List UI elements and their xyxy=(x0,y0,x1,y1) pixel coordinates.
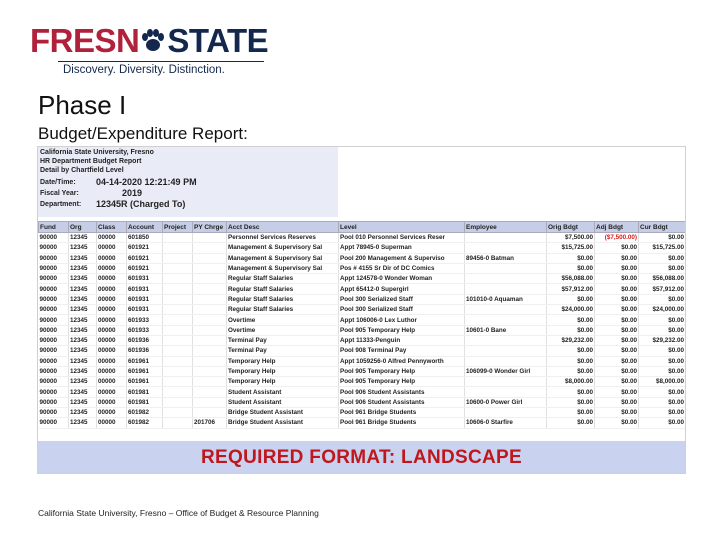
table-cell xyxy=(193,263,227,273)
table-row xyxy=(39,274,686,284)
table-cell xyxy=(193,305,227,315)
column-header: Level xyxy=(339,222,465,233)
table-cell: 12345 xyxy=(69,346,97,356)
table-cell: 12345 xyxy=(69,274,97,284)
table-cell: 12345 xyxy=(69,253,97,263)
table-row xyxy=(39,408,686,418)
table-cell: 12345 xyxy=(69,408,97,418)
table-row xyxy=(39,315,686,325)
table-cell xyxy=(163,366,193,376)
table-body xyxy=(39,233,686,429)
table-cell: $15,725.00 xyxy=(639,243,686,253)
slide-subtitle: Budget/Expenditure Report: xyxy=(38,124,248,143)
table-cell: Appt 1059256-0 Alfred Pennyworth xyxy=(339,356,465,366)
table-cell: ($7,500.00) xyxy=(595,233,639,243)
slide-footer: California State University, Fresno – Office of Budget & Resource Planning xyxy=(38,508,319,518)
table-cell: 12345 xyxy=(69,294,97,304)
department-value: 12345R (Charged To) xyxy=(96,199,186,209)
table-cell: $0.00 xyxy=(639,253,686,263)
table-cell xyxy=(465,243,547,253)
table-header-row xyxy=(39,222,686,233)
table-cell: 601931 xyxy=(127,284,163,294)
table-cell: 101010-0 Aquaman xyxy=(465,294,547,304)
table-cell xyxy=(465,335,547,345)
slide-title: Phase I xyxy=(38,90,127,120)
table-cell xyxy=(193,315,227,325)
table-cell xyxy=(193,253,227,263)
table-cell: 10601-0 Bane xyxy=(465,325,547,335)
table-cell: 00000 xyxy=(97,335,127,345)
column-header: Fund xyxy=(39,222,69,233)
table-cell: 00000 xyxy=(97,263,127,273)
table-cell: $8,000.00 xyxy=(547,377,595,387)
table-cell: Terminal Pay xyxy=(227,346,339,356)
table-cell: $0.00 xyxy=(639,387,686,397)
table-cell: 00000 xyxy=(97,253,127,263)
table-cell: Pool 906 Student Assistants xyxy=(339,387,465,397)
table-cell: 90000 xyxy=(39,263,69,273)
table-cell: Appt 78945-0 Superman xyxy=(339,243,465,253)
table-cell: $0.00 xyxy=(547,356,595,366)
table-cell: $7,500.00 xyxy=(547,233,595,243)
table-cell: $0.00 xyxy=(547,387,595,397)
table-cell: $0.00 xyxy=(595,408,639,418)
table-cell: 601981 xyxy=(127,397,163,407)
table-cell xyxy=(163,356,193,366)
landscape-banner xyxy=(38,441,685,473)
table-cell: 601982 xyxy=(127,408,163,418)
table-cell: Temporary Help xyxy=(227,366,339,376)
table-cell: $24,000.00 xyxy=(547,305,595,315)
table-cell: $57,912.00 xyxy=(547,284,595,294)
table-cell: $0.00 xyxy=(639,315,686,325)
table-cell: Pool 908 Terminal Pay xyxy=(339,346,465,356)
table-cell: Regular Staff Salaries xyxy=(227,294,339,304)
table-cell xyxy=(465,274,547,284)
budget-report-image xyxy=(37,146,686,474)
banner-text: REQUIRED FORMAT: LANDSCAPE xyxy=(201,447,522,468)
table-cell xyxy=(163,325,193,335)
table-cell: 00000 xyxy=(97,366,127,376)
table-cell xyxy=(163,315,193,325)
table-cell: Pos # 4155 Sr Dir of DC Comics xyxy=(339,263,465,273)
table-cell: Management & Supervisory Sal xyxy=(227,263,339,273)
table-cell: $0.00 xyxy=(639,397,686,407)
column-header: Orig Bdgt xyxy=(547,222,595,233)
table-cell: 90000 xyxy=(39,335,69,345)
table-cell: 00000 xyxy=(97,305,127,315)
table-cell: 601936 xyxy=(127,335,163,345)
table-row xyxy=(39,294,686,304)
table-cell: $0.00 xyxy=(595,418,639,428)
table-cell xyxy=(465,356,547,366)
table-cell: 00000 xyxy=(97,284,127,294)
table-cell: Student Assistant xyxy=(227,397,339,407)
table-row xyxy=(39,233,686,243)
table-cell: 12345 xyxy=(69,387,97,397)
table-cell: 90000 xyxy=(39,233,69,243)
table-cell: 601936 xyxy=(127,346,163,356)
department-label: Department: xyxy=(40,201,82,208)
table-cell xyxy=(465,346,547,356)
table-cell xyxy=(465,284,547,294)
table-row xyxy=(39,377,686,387)
table-cell xyxy=(193,377,227,387)
table-cell: $0.00 xyxy=(547,366,595,376)
column-header: Class xyxy=(97,222,127,233)
table-cell: $0.00 xyxy=(639,233,686,243)
table-cell: $29,232.00 xyxy=(639,335,686,345)
table-cell xyxy=(163,274,193,284)
table-cell: 12345 xyxy=(69,263,97,273)
table-cell: $0.00 xyxy=(595,305,639,315)
table-cell: Bridge Student Assistant xyxy=(227,418,339,428)
table-cell: 90000 xyxy=(39,315,69,325)
table-cell: $0.00 xyxy=(595,335,639,345)
table-cell: $0.00 xyxy=(595,346,639,356)
table-cell: 12345 xyxy=(69,243,97,253)
table-cell: Pool 905 Temporary Help xyxy=(339,325,465,335)
table-cell: $0.00 xyxy=(639,418,686,428)
table-cell: $0.00 xyxy=(639,366,686,376)
column-header: Project xyxy=(163,222,193,233)
table-cell: $0.00 xyxy=(547,346,595,356)
table-cell: $56,088.00 xyxy=(547,274,595,284)
table-cell: $0.00 xyxy=(639,325,686,335)
table-cell xyxy=(193,294,227,304)
table-cell xyxy=(193,325,227,335)
table-cell: Terminal Pay xyxy=(227,335,339,345)
table-cell xyxy=(193,397,227,407)
table-cell: 90000 xyxy=(39,397,69,407)
table-cell: $0.00 xyxy=(639,346,686,356)
logo-tagline: Discovery. Diversity. Distinction. xyxy=(63,64,225,76)
table-cell xyxy=(465,263,547,273)
report-institution: California State University, Fresno xyxy=(40,149,154,156)
table-cell: $0.00 xyxy=(547,325,595,335)
table-cell: $0.00 xyxy=(639,294,686,304)
fresno-state-logo xyxy=(30,24,270,80)
table-cell: $0.00 xyxy=(595,356,639,366)
table-cell: Pool 961 Bridge Students xyxy=(339,408,465,418)
table-cell: 12345 xyxy=(69,377,97,387)
table-cell: 601981 xyxy=(127,387,163,397)
table-cell: $0.00 xyxy=(639,408,686,418)
table-cell xyxy=(193,387,227,397)
table-cell: 601982 xyxy=(127,418,163,428)
table-cell xyxy=(163,294,193,304)
table-cell: 12345 xyxy=(69,233,97,243)
table-cell: 00000 xyxy=(97,397,127,407)
table-cell: 10606-0 Starfire xyxy=(465,418,547,428)
table-cell: 601921 xyxy=(127,243,163,253)
table-cell xyxy=(163,377,193,387)
table-cell: $56,088.00 xyxy=(639,274,686,284)
table-cell: Pool 905 Temporary Help xyxy=(339,377,465,387)
table-cell: 90000 xyxy=(39,346,69,356)
table-cell: 90000 xyxy=(39,325,69,335)
table-cell xyxy=(465,387,547,397)
table-cell: $0.00 xyxy=(547,397,595,407)
table-cell: $0.00 xyxy=(595,274,639,284)
table-cell xyxy=(465,305,547,315)
table-cell: Appt 11333-Penguin xyxy=(339,335,465,345)
table-cell: Pool 905 Temporary Help xyxy=(339,366,465,376)
column-header: Adj Bdgt xyxy=(595,222,639,233)
report-detail-level: Detail by Chartfield Level xyxy=(40,167,124,174)
report-header xyxy=(38,147,685,217)
table-cell xyxy=(193,335,227,345)
budget-table xyxy=(38,221,686,429)
table-cell: $0.00 xyxy=(595,325,639,335)
table-cell: 12345 xyxy=(69,418,97,428)
table-cell xyxy=(193,243,227,253)
fiscal-year-value: 2019 xyxy=(122,188,143,198)
table-cell: $0.00 xyxy=(595,263,639,273)
table-cell: Bridge Student Assistant xyxy=(227,408,339,418)
table-cell: 12345 xyxy=(69,397,97,407)
table-cell: Pool 300 Serialized Staff xyxy=(339,294,465,304)
datetime-value: 04-14-2020 12:21:49 PM xyxy=(96,177,197,187)
table-cell: Appt 124578-0 Wonder Woman xyxy=(339,274,465,284)
table-cell: 00000 xyxy=(97,377,127,387)
table-cell xyxy=(163,418,193,428)
table-cell: 00000 xyxy=(97,294,127,304)
table-cell xyxy=(163,397,193,407)
table-cell: Regular Staff Salaries xyxy=(227,274,339,284)
table-cell: 00000 xyxy=(97,243,127,253)
table-cell: 10600-0 Power Girl xyxy=(465,397,547,407)
table-cell: Student Assistant xyxy=(227,387,339,397)
table-cell: 12345 xyxy=(69,366,97,376)
table-cell: Regular Staff Salaries xyxy=(227,284,339,294)
table-row xyxy=(39,284,686,294)
table-cell: $0.00 xyxy=(595,315,639,325)
table-cell: 601961 xyxy=(127,356,163,366)
table-cell: 601933 xyxy=(127,315,163,325)
table-row xyxy=(39,325,686,335)
fiscal-year-label: Fiscal Year: xyxy=(40,190,79,197)
table-cell: 12345 xyxy=(69,284,97,294)
column-header: Acct Desc xyxy=(227,222,339,233)
table-cell: Regular Staff Salaries xyxy=(227,305,339,315)
table-cell xyxy=(163,335,193,345)
table-cell xyxy=(163,305,193,315)
logo-name-part2: STATE xyxy=(167,22,269,59)
table-cell: $0.00 xyxy=(595,284,639,294)
table-cell: 00000 xyxy=(97,356,127,366)
table-cell xyxy=(163,263,193,273)
table-cell xyxy=(193,274,227,284)
table-cell: 601931 xyxy=(127,305,163,315)
logo-name-part1: FRESN xyxy=(30,22,140,59)
logo-wordmark xyxy=(30,24,268,58)
table-cell: Pool 961 Bridge Students xyxy=(339,418,465,428)
table-cell: $0.00 xyxy=(547,263,595,273)
table-cell: 90000 xyxy=(39,366,69,376)
table-cell xyxy=(465,233,547,243)
table-cell: 601850 xyxy=(127,233,163,243)
table-row xyxy=(39,263,686,273)
column-header: PY Chrge xyxy=(193,222,227,233)
column-header: Cur Bdgt xyxy=(639,222,686,233)
table-cell: 90000 xyxy=(39,418,69,428)
table-row xyxy=(39,356,686,366)
table-cell: 12345 xyxy=(69,356,97,366)
table-cell: Appt 65412-0 Supergirl xyxy=(339,284,465,294)
table-cell: 90000 xyxy=(39,305,69,315)
table-cell: $0.00 xyxy=(639,356,686,366)
logo-divider xyxy=(58,61,264,62)
table-cell xyxy=(193,366,227,376)
table-cell: 00000 xyxy=(97,315,127,325)
table-cell xyxy=(193,233,227,243)
table-cell: $0.00 xyxy=(595,253,639,263)
table-cell: $0.00 xyxy=(595,377,639,387)
table-cell: 601921 xyxy=(127,263,163,273)
table-cell: 00000 xyxy=(97,325,127,335)
table-cell: 12345 xyxy=(69,315,97,325)
table-cell: $29,232.00 xyxy=(547,335,595,345)
table-cell: 00000 xyxy=(97,233,127,243)
table-row xyxy=(39,305,686,315)
table-cell: 601931 xyxy=(127,274,163,284)
table-cell xyxy=(163,408,193,418)
table-cell: Pool 200 Management & Superviso xyxy=(339,253,465,263)
table-cell: 90000 xyxy=(39,284,69,294)
table-cell: 90000 xyxy=(39,274,69,284)
table-cell: 90000 xyxy=(39,294,69,304)
table-cell: 89456-0 Batman xyxy=(465,253,547,263)
table-cell: $8,000.00 xyxy=(639,377,686,387)
table-row xyxy=(39,243,686,253)
column-header: Employee xyxy=(465,222,547,233)
table-cell: 601961 xyxy=(127,377,163,387)
table-cell xyxy=(465,377,547,387)
table-row xyxy=(39,253,686,263)
report-title: HR Department Budget Report xyxy=(40,158,142,165)
table-cell: $0.00 xyxy=(595,243,639,253)
table-cell: $0.00 xyxy=(595,366,639,376)
table-cell: 90000 xyxy=(39,356,69,366)
table-cell: Appt 106006-0 Lex Luthor xyxy=(339,315,465,325)
table-cell: 601921 xyxy=(127,253,163,263)
table-cell: 12345 xyxy=(69,325,97,335)
table-cell: 90000 xyxy=(39,387,69,397)
table-cell: 90000 xyxy=(39,243,69,253)
table-cell: $0.00 xyxy=(547,418,595,428)
table-cell: 00000 xyxy=(97,274,127,284)
table-cell: $0.00 xyxy=(547,315,595,325)
table-row xyxy=(39,397,686,407)
table-cell xyxy=(465,315,547,325)
table-cell xyxy=(163,284,193,294)
column-header: Org xyxy=(69,222,97,233)
column-header: Account xyxy=(127,222,163,233)
table-cell: 00000 xyxy=(97,408,127,418)
table-cell: $15,725.00 xyxy=(547,243,595,253)
table-cell xyxy=(193,408,227,418)
table-cell: Temporary Help xyxy=(227,377,339,387)
table-cell: Overtime xyxy=(227,325,339,335)
table-cell: 00000 xyxy=(97,387,127,397)
table-cell: Management & Supervisory Sal xyxy=(227,243,339,253)
table-cell: Temporary Help xyxy=(227,356,339,366)
table-cell: Pool 906 Student Assistants xyxy=(339,397,465,407)
table-cell: Overtime xyxy=(227,315,339,325)
table-cell: Personnel Services Reserves xyxy=(227,233,339,243)
table-cell: 90000 xyxy=(39,408,69,418)
table-cell: $0.00 xyxy=(595,387,639,397)
table-cell: $0.00 xyxy=(595,294,639,304)
table-cell: $0.00 xyxy=(595,397,639,407)
table-cell xyxy=(163,233,193,243)
table-cell: $0.00 xyxy=(547,294,595,304)
table-cell: 00000 xyxy=(97,346,127,356)
table-cell: 601933 xyxy=(127,325,163,335)
table-cell: $24,000.00 xyxy=(639,305,686,315)
table-cell: Pool 300 Serialized Staff xyxy=(339,305,465,315)
table-cell: Pool 010 Personnel Services Reser xyxy=(339,233,465,243)
paw-icon xyxy=(139,27,167,55)
table-cell xyxy=(193,284,227,294)
table-cell xyxy=(193,356,227,366)
table-cell: 00000 xyxy=(97,418,127,428)
table-cell xyxy=(163,346,193,356)
table-cell: 601961 xyxy=(127,366,163,376)
table-row xyxy=(39,387,686,397)
table-cell: 90000 xyxy=(39,253,69,263)
table-cell xyxy=(193,346,227,356)
table-cell: 201706 xyxy=(193,418,227,428)
table-row xyxy=(39,346,686,356)
table-cell xyxy=(163,243,193,253)
table-cell: $0.00 xyxy=(639,263,686,273)
table-cell xyxy=(163,253,193,263)
table-cell: Management & Supervisory Sal xyxy=(227,253,339,263)
table-cell: 90000 xyxy=(39,377,69,387)
table-cell xyxy=(465,408,547,418)
table-cell: 601931 xyxy=(127,294,163,304)
table-cell: 106099-0 Wonder Girl xyxy=(465,366,547,376)
datetime-label: Date/Time: xyxy=(40,179,76,186)
table-cell: $0.00 xyxy=(547,408,595,418)
table-cell xyxy=(163,387,193,397)
table-row xyxy=(39,418,686,428)
table-cell: $0.00 xyxy=(547,253,595,263)
table-cell: 12345 xyxy=(69,305,97,315)
table-row xyxy=(39,335,686,345)
table-cell: $57,912.00 xyxy=(639,284,686,294)
table-row xyxy=(39,366,686,376)
table-cell: 12345 xyxy=(69,335,97,345)
